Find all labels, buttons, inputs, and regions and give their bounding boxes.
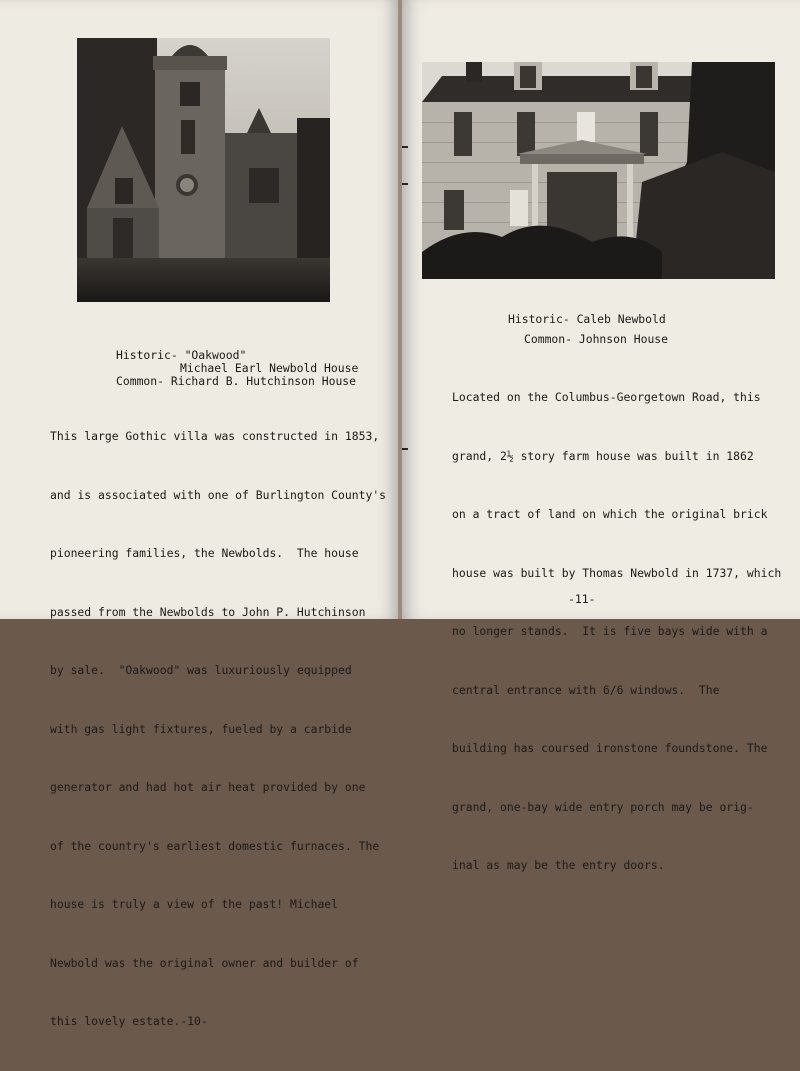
house-photo-icon xyxy=(77,38,330,302)
historic-house-name: Michael Earl Newbold House xyxy=(180,361,359,375)
right-page xyxy=(402,0,800,872)
farmhouse-photo-icon xyxy=(422,62,775,279)
left-body-text xyxy=(50,388,386,1071)
right-body-text xyxy=(452,349,781,915)
text-line: no longer stands. It is five bays wide with a xyxy=(452,624,768,638)
text-line: Located on the Columbus-Georgetown Road, this xyxy=(452,390,761,404)
page-number: -11- xyxy=(568,592,596,606)
text-line: passed from the Newbolds to John P. Hutchinson xyxy=(50,604,366,619)
historic-label: Historic- "Oakwood" xyxy=(116,348,247,362)
text-line: central entrance with 6/6 windows. The xyxy=(452,682,720,697)
common-label: Common- Richard B. Hutchinson House xyxy=(116,374,357,388)
text-line: building has coursed ironstone foundstone. The xyxy=(452,741,768,755)
text-line: and is associated with one of Burlington County's xyxy=(50,487,387,502)
text-line: inal as may be the entry doors. xyxy=(452,858,665,872)
text-line: this lovely estate.-10- xyxy=(50,1014,208,1028)
caleb-newbold-house-photo xyxy=(422,62,775,279)
staple-mark xyxy=(402,448,408,450)
text-line: Newbold was the original owner and builder of xyxy=(50,955,359,970)
text-line: pioneering families, the Newbolds. The house xyxy=(50,546,359,560)
oakwood-house-photo xyxy=(77,38,330,302)
text-line: with gas light fixtures, fueled by a carbide xyxy=(50,721,352,736)
text-line: house is truly a view of the past! Michael xyxy=(50,897,339,911)
left-page xyxy=(0,0,400,1028)
staple-mark xyxy=(402,183,408,185)
common-label: Common- Johnson House xyxy=(524,332,669,346)
text-line: grand, 2½ story farm house was built in 1862 xyxy=(452,448,754,463)
text-line: grand, one-bay wide entry porch may be orig- xyxy=(452,799,754,814)
historic-label: Historic- Caleb Newbold xyxy=(508,312,666,326)
text-line: on a tract of land on which the original brick xyxy=(452,507,768,521)
text-line: by sale. "Oakwood" was luxuriously equipped xyxy=(50,663,352,677)
text-line: house was built by Thomas Newbold in 1737, which xyxy=(452,565,782,580)
text-line: generator and had hot air heat provided by one xyxy=(50,780,366,794)
text-line: This large Gothic villa was constructed in 1853, xyxy=(50,429,380,443)
text-line: of the country's earliest domestic furnaces. The xyxy=(50,838,380,853)
staple-mark xyxy=(402,146,408,148)
